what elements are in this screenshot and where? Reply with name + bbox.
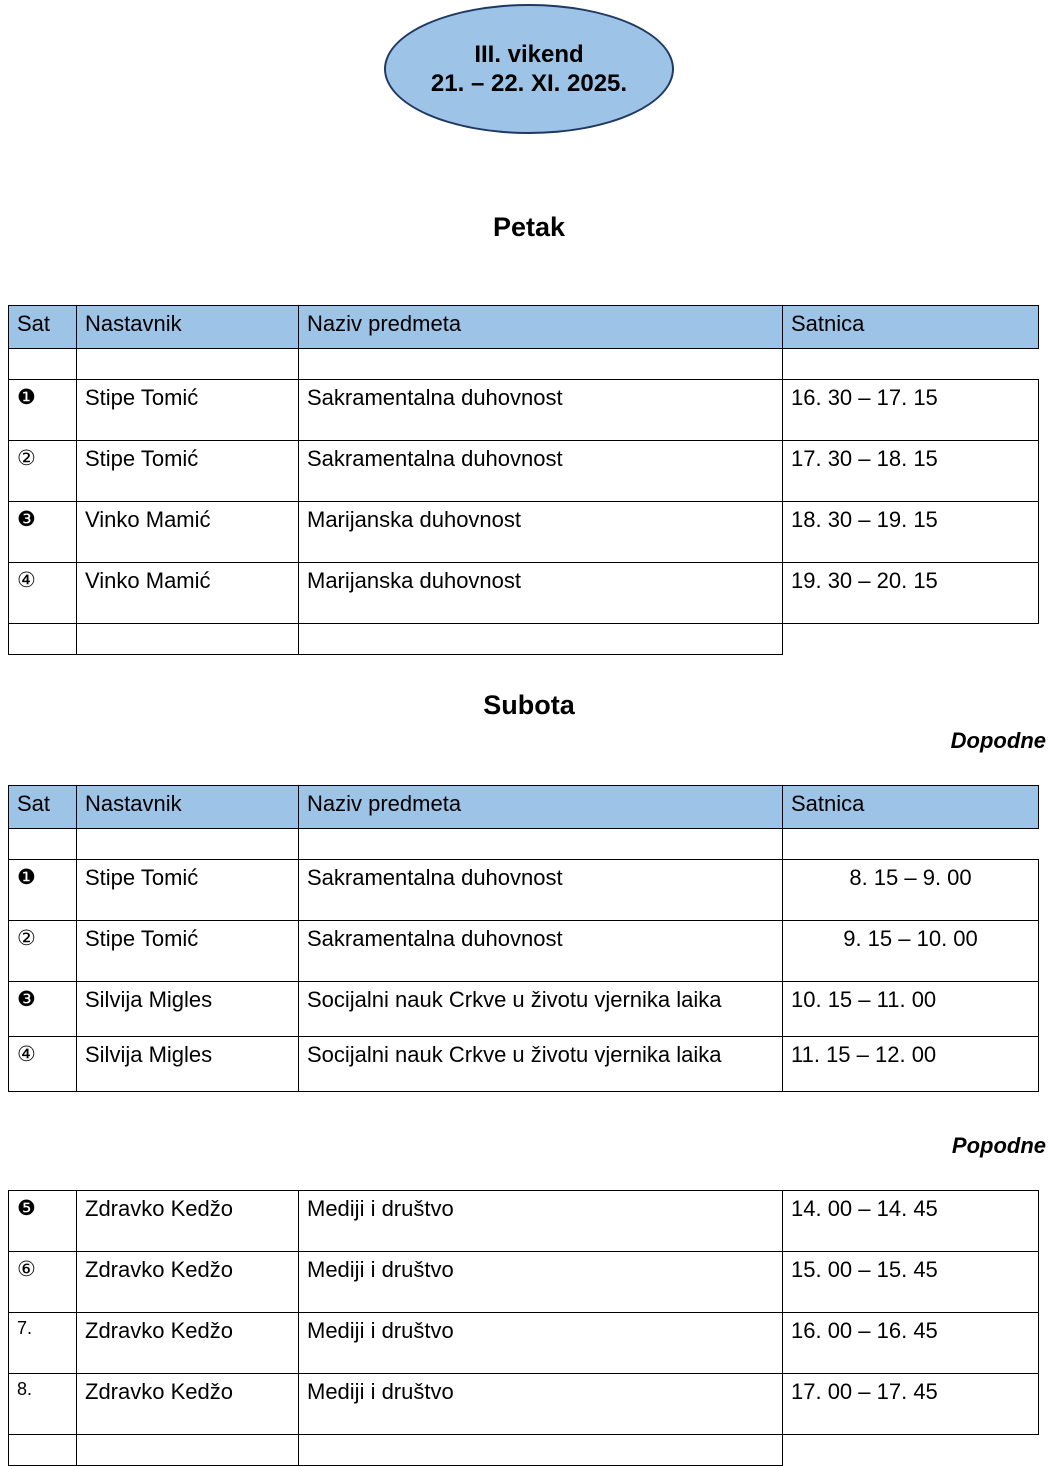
table-row <box>9 1313 1039 1374</box>
cell-sat: ❸ <box>9 502 77 563</box>
cell-satnica: 11. 15 – 12. 00 <box>783 1037 1039 1092</box>
spacer-row <box>9 829 1039 860</box>
cell-predmet: Socijalni nauk Crkve u životu vjernika laika <box>299 982 783 1037</box>
cell-sat: ❶ <box>9 380 77 441</box>
cell-nastavnik: Vinko Mamić <box>77 563 299 624</box>
cell-nastavnik: Stipe Tomić <box>77 380 299 441</box>
spacer-cell <box>783 1435 1039 1466</box>
cell-satnica: 10. 15 – 11. 00 <box>783 982 1039 1037</box>
spacer-row <box>9 349 1039 380</box>
table-header-petak <box>9 306 1039 349</box>
table-row <box>9 1374 1039 1435</box>
table-row <box>9 921 1039 982</box>
column-header-sat: Sat <box>9 786 77 829</box>
cell-predmet: Socijalni nauk Crkve u životu vjernika laika <box>299 1037 783 1092</box>
spacer-cell <box>299 624 783 655</box>
spacer-cell <box>9 624 77 655</box>
cell-sat: ② <box>9 921 77 982</box>
column-header-nastavnik: Nastavnik <box>77 786 299 829</box>
label-dopodne: Dopodne <box>950 728 1046 753</box>
cell-satnica: 17. 00 – 17. 45 <box>783 1374 1039 1435</box>
cell-sat: ⑥ <box>9 1252 77 1313</box>
cell-sat: ❺ <box>9 1191 77 1252</box>
table-row <box>9 563 1039 624</box>
schedule-table-subota-morning <box>8 785 1039 1092</box>
cell-predmet: Sakramentalna duhovnost <box>299 921 783 982</box>
spacer-row <box>9 1435 1039 1466</box>
weekend-badge-wrap <box>0 4 1058 134</box>
cell-nastavnik: Zdravko Kedžo <box>77 1313 299 1374</box>
spacer-cell <box>77 829 299 860</box>
table-row <box>9 1252 1039 1313</box>
label-popodne: Popodne <box>951 1133 1046 1158</box>
spacer-cell <box>299 1435 783 1466</box>
cell-satnica: 16. 00 – 16. 45 <box>783 1313 1039 1374</box>
section-title-petak: Petak <box>492 212 566 242</box>
cell-sat: 8. <box>9 1374 77 1435</box>
cell-predmet: Sakramentalna duhovnost <box>299 380 783 441</box>
column-header-nastavnik: Nastavnik <box>77 306 299 349</box>
cell-predmet: Marijanska duhovnost <box>299 502 783 563</box>
cell-sat: 7. <box>9 1313 77 1374</box>
cell-nastavnik: Silvija Migles <box>77 1037 299 1092</box>
cell-predmet: Sakramentalna duhovnost <box>299 860 783 921</box>
cell-satnica: 16. 30 – 17. 15 <box>783 380 1039 441</box>
spacer-cell <box>9 829 77 860</box>
cell-predmet: Mediji i društvo <box>299 1313 783 1374</box>
spacer-cell <box>783 349 1039 380</box>
cell-satnica: 9. 15 – 10. 00 <box>783 921 1039 982</box>
table-row <box>9 502 1039 563</box>
spacer-cell <box>299 349 783 380</box>
cell-nastavnik: Zdravko Kedžo <box>77 1191 299 1252</box>
cell-predmet: Marijanska duhovnost <box>299 563 783 624</box>
column-header-naziv-predmeta: Naziv predmeta <box>299 306 783 349</box>
cell-sat: ④ <box>9 563 77 624</box>
cell-nastavnik: Stipe Tomić <box>77 441 299 502</box>
cell-satnica: 8. 15 – 9. 00 <box>783 860 1039 921</box>
table-row <box>9 860 1039 921</box>
spacer-row <box>9 624 1039 655</box>
table-header-subota-morning <box>9 786 1039 829</box>
cell-sat: ❶ <box>9 860 77 921</box>
schedule-table-subota-afternoon <box>8 1190 1039 1466</box>
column-header-satnica: Satnica <box>783 306 1039 349</box>
section-title-subota: Subota <box>483 690 575 720</box>
cell-satnica: 17. 30 – 18. 15 <box>783 441 1039 502</box>
cell-nastavnik: Zdravko Kedžo <box>77 1374 299 1435</box>
weekend-badge-line-2: 21. – 22. XI. 2025. <box>430 70 628 97</box>
cell-predmet: Mediji i društvo <box>299 1374 783 1435</box>
schedule-table-petak <box>8 305 1039 655</box>
spacer-cell <box>299 829 783 860</box>
column-header-naziv-predmeta: Naziv predmeta <box>299 786 783 829</box>
cell-sat: ❸ <box>9 982 77 1037</box>
cell-nastavnik: Stipe Tomić <box>77 921 299 982</box>
column-header-sat: Sat <box>9 306 77 349</box>
spacer-cell <box>77 624 299 655</box>
cell-satnica: 18. 30 – 19. 15 <box>783 502 1039 563</box>
table-row <box>9 982 1039 1037</box>
cell-nastavnik: Stipe Tomić <box>77 860 299 921</box>
cell-sat: ② <box>9 441 77 502</box>
cell-predmet: Mediji i društvo <box>299 1252 783 1313</box>
cell-satnica: 14. 00 – 14. 45 <box>783 1191 1039 1252</box>
table-row <box>9 1037 1039 1092</box>
spacer-cell <box>783 829 1039 860</box>
cell-satnica: 19. 30 – 20. 15 <box>783 563 1039 624</box>
cell-predmet: Mediji i društvo <box>299 1191 783 1252</box>
column-header-satnica: Satnica <box>783 786 1039 829</box>
table-row <box>9 380 1039 441</box>
cell-sat: ④ <box>9 1037 77 1092</box>
spacer-cell <box>783 624 1039 655</box>
spacer-cell <box>77 349 299 380</box>
spacer-cell <box>9 1435 77 1466</box>
table-row <box>9 1191 1039 1252</box>
cell-nastavnik: Zdravko Kedžo <box>77 1252 299 1313</box>
weekend-badge <box>384 4 674 134</box>
cell-nastavnik: Vinko Mamić <box>77 502 299 563</box>
table-row <box>9 441 1039 502</box>
spacer-cell <box>77 1435 299 1466</box>
cell-nastavnik: Silvija Migles <box>77 982 299 1037</box>
cell-satnica: 15. 00 – 15. 45 <box>783 1252 1039 1313</box>
cell-predmet: Sakramentalna duhovnost <box>299 441 783 502</box>
weekend-badge-line-1: III. vikend <box>474 40 584 68</box>
spacer-cell <box>9 349 77 380</box>
